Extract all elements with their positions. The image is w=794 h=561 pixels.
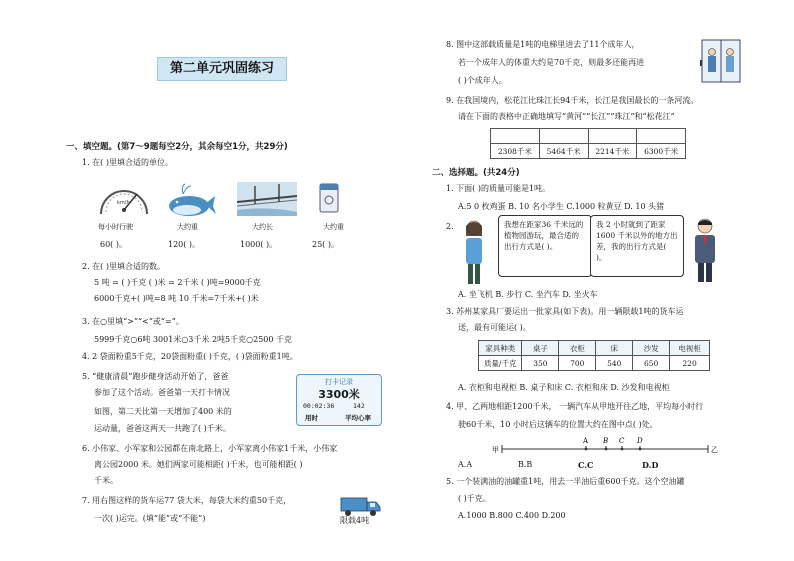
table-cell: 700 (559, 356, 596, 371)
section-1-heading: 一、填空题。(第7～9题每空2分，其余每空1分，共29分) (66, 142, 288, 152)
card-title: 打卡记录 (325, 378, 353, 386)
c2-number: 2. (446, 222, 454, 231)
q6-line-2: 离公园2000 米。她们两家可能相距( )千米，也可能相距( ) (94, 460, 303, 469)
flour-bag-icon (318, 182, 340, 214)
q9-line-2: 请在下面的表格中正确地填写“黄河”“长江”“珠江”和“松花江” (458, 112, 675, 121)
end-label: 乙 (711, 446, 718, 454)
q3-text: 3. 在○里填“>”“<”或“=”。 (82, 317, 184, 326)
card-label-time: 用时 (305, 414, 318, 422)
c3-options: A. 衣柜和电视柜 B. 桌子和床 C. 衣柜和床 D. 沙发和电视柜 (458, 383, 670, 392)
q8-line-2: 若一个成年人的体重大约是70千克，则最多还能再进 (458, 58, 645, 67)
c1-text: 1. 下面( )的质量可能是1吨。 (446, 184, 551, 193)
card-distance: 3300米 (318, 388, 360, 401)
page-title: 第二单元巩固练习 (157, 57, 287, 81)
q1-blank-3: 1000( )。 (240, 240, 278, 249)
c1-options: A.5 0 枚鸡蛋 B. 10 名小学生 C.1000 粒黄豆 D. 10 头猪 (458, 202, 665, 211)
point-c-label: C (619, 437, 625, 445)
c4-line-1: 4. 甲、乙两地相距1200千米， 一辆汽车从甲地开往乙地，平均每小时行 (446, 402, 704, 411)
pic-label-bridge: 大约长 (252, 223, 273, 231)
section-2-heading: 二、选择题。(共24分) (432, 168, 520, 178)
c3-line-1: 3. 苏州某家具厂要运出一批家具(如下表)。用一辆限载1吨的货车运 (446, 307, 684, 316)
river-name-cell[interactable] (588, 129, 637, 144)
q2-line-2: 6000千克+( )吨=8 吨 10 千米=7千米+( )米 (94, 294, 259, 303)
table-header: 衣柜 (559, 341, 596, 356)
river-name-cell[interactable] (491, 129, 540, 144)
c2-options: A. 坐飞机 B. 步行 C. 坐汽车 D. 坐火车 (458, 290, 598, 299)
table-cell: 220 (670, 356, 710, 371)
man-illustration (686, 216, 724, 284)
speedometer-icon (95, 174, 153, 220)
start-label: 甲 (492, 446, 499, 454)
q7-line-1: 7. 用右图这样的货车运77 袋大米，每袋大米约重50千克， (82, 496, 292, 505)
pic-label-whale: 大约重 (177, 223, 198, 231)
river-length-cell: 2308千米 (491, 144, 540, 159)
c4-option-a: A.A (458, 460, 473, 469)
c4-option-d: D.D (642, 460, 659, 470)
q5-line-4: 运动量，爸爸这两天一共跑了( )千米。 (94, 424, 231, 433)
truck-icon (340, 496, 382, 518)
q9-line-1: 9. 在我国境内，松花江比珠江长94千米，长江是我国最长的一条河流。 (446, 96, 699, 105)
c4-option-c: C.C (578, 460, 594, 470)
card-label-hr: 平均心率 (345, 414, 371, 422)
table-cell: 540 (596, 356, 633, 371)
q1-blank-1: 60( )。 (100, 240, 127, 249)
table-cell: 350 (522, 356, 559, 371)
pic-label-flour: 大约重 (323, 223, 344, 231)
point-a-label: A (583, 437, 589, 445)
elevator-icon (700, 38, 744, 84)
point-b-label: B (603, 437, 609, 445)
c4-line-2: 驶60千米，10 小时后这辆车的位置大约在图中点( )处。 (458, 420, 658, 429)
river-length-cell: 5464千米 (539, 144, 588, 159)
card-heart-rate: 142 (353, 402, 365, 410)
table-cell: 650 (633, 356, 670, 371)
q3-line: 5999千克○6吨 3001米○3千米 2吨5千克○2500 千克 (94, 335, 293, 344)
check-in-card (296, 374, 382, 426)
c2-right-speech-bubble: 我 2 小时就到了距家1600 千米以外的地方出差，我的出行方式是( )。 (590, 215, 684, 277)
q2-text: 2. 在( )里填合适的数。 (82, 262, 165, 271)
q1-text: 1. 在( )里填合适的单位。 (82, 158, 173, 167)
whale-icon (165, 182, 217, 218)
table-header: 沙发 (633, 341, 670, 356)
q5-line-3: 如图，第二天比第一天增加了400 米的 (94, 407, 232, 416)
q1-blank-2: 120( )。 (168, 240, 201, 249)
c3-line-2: 送，最有可能运( )。 (458, 323, 531, 332)
q2-line-1: 5 吨 = ( )千克 ( )米 = 2千米 ( )吨=9000千克 (94, 278, 261, 287)
card-time: 00:02:36 (303, 402, 335, 410)
q8-line-3: ( )个成年人。 (458, 76, 507, 85)
c5-options: A.1000 B.800 C.400 D.200 (458, 511, 566, 520)
bridge-icon (237, 182, 297, 216)
furniture-table (478, 340, 710, 371)
c5-line-2: ( )千克。 (458, 494, 491, 503)
q6-line-1: 6. 小伟家、小军家和公园都在南北路上，小军家离小伟家1千米，小伟家 (82, 444, 338, 453)
q6-line-3: 千米。 (94, 476, 118, 485)
river-length-cell: 2214千米 (588, 144, 637, 159)
river-name-cell[interactable] (637, 129, 686, 144)
pic-label-speed: 每小时行驶 (98, 223, 133, 231)
c2-left-speech-bubble: 我想在距家36 千米远的植物园游玩，最合适的出行方式是( )。 (498, 215, 592, 277)
scale-unit: km/h (117, 200, 130, 206)
table-header: 床 (596, 341, 633, 356)
q7-line-2: 一次( )运完。(填“能”或“不能”) (94, 514, 206, 523)
table-row-label: 质量/千克 (479, 356, 522, 371)
q4-text: 4. 2 袋面粉重5千克，20袋面粉重( )千克，( )袋面粉重1吨。 (82, 352, 298, 361)
c4-option-b: B.B (518, 460, 533, 469)
c5-line-1: 5. 一个装满油的油罐重1吨，用去一半油后重600千克。这个空油罐 (446, 477, 685, 486)
table-header: 电视柜 (670, 341, 710, 356)
point-d-label: D (637, 437, 643, 445)
q5-line-1: 5. “健康清晨”跑步健身活动开始了，爸爸 (82, 372, 229, 381)
table-header: 桌子 (522, 341, 559, 356)
q8-line-1: 8. 图中这部载质量是1吨的电梯里进去了11个成年人， (446, 40, 640, 49)
q1-blank-4: 25( )。 (312, 240, 339, 249)
river-name-cell[interactable] (539, 129, 588, 144)
q5-line-2: 参加了这个活动。爸爸第一天打卡情况 (94, 388, 230, 397)
distance-line-diagram (490, 434, 720, 456)
river-length-table (490, 128, 686, 159)
truck-load-limit: 限载4吨 (340, 516, 370, 525)
table-header: 家具种类 (479, 341, 522, 356)
river-length-cell: 6300千米 (637, 144, 686, 159)
woman-illustration (456, 218, 492, 286)
